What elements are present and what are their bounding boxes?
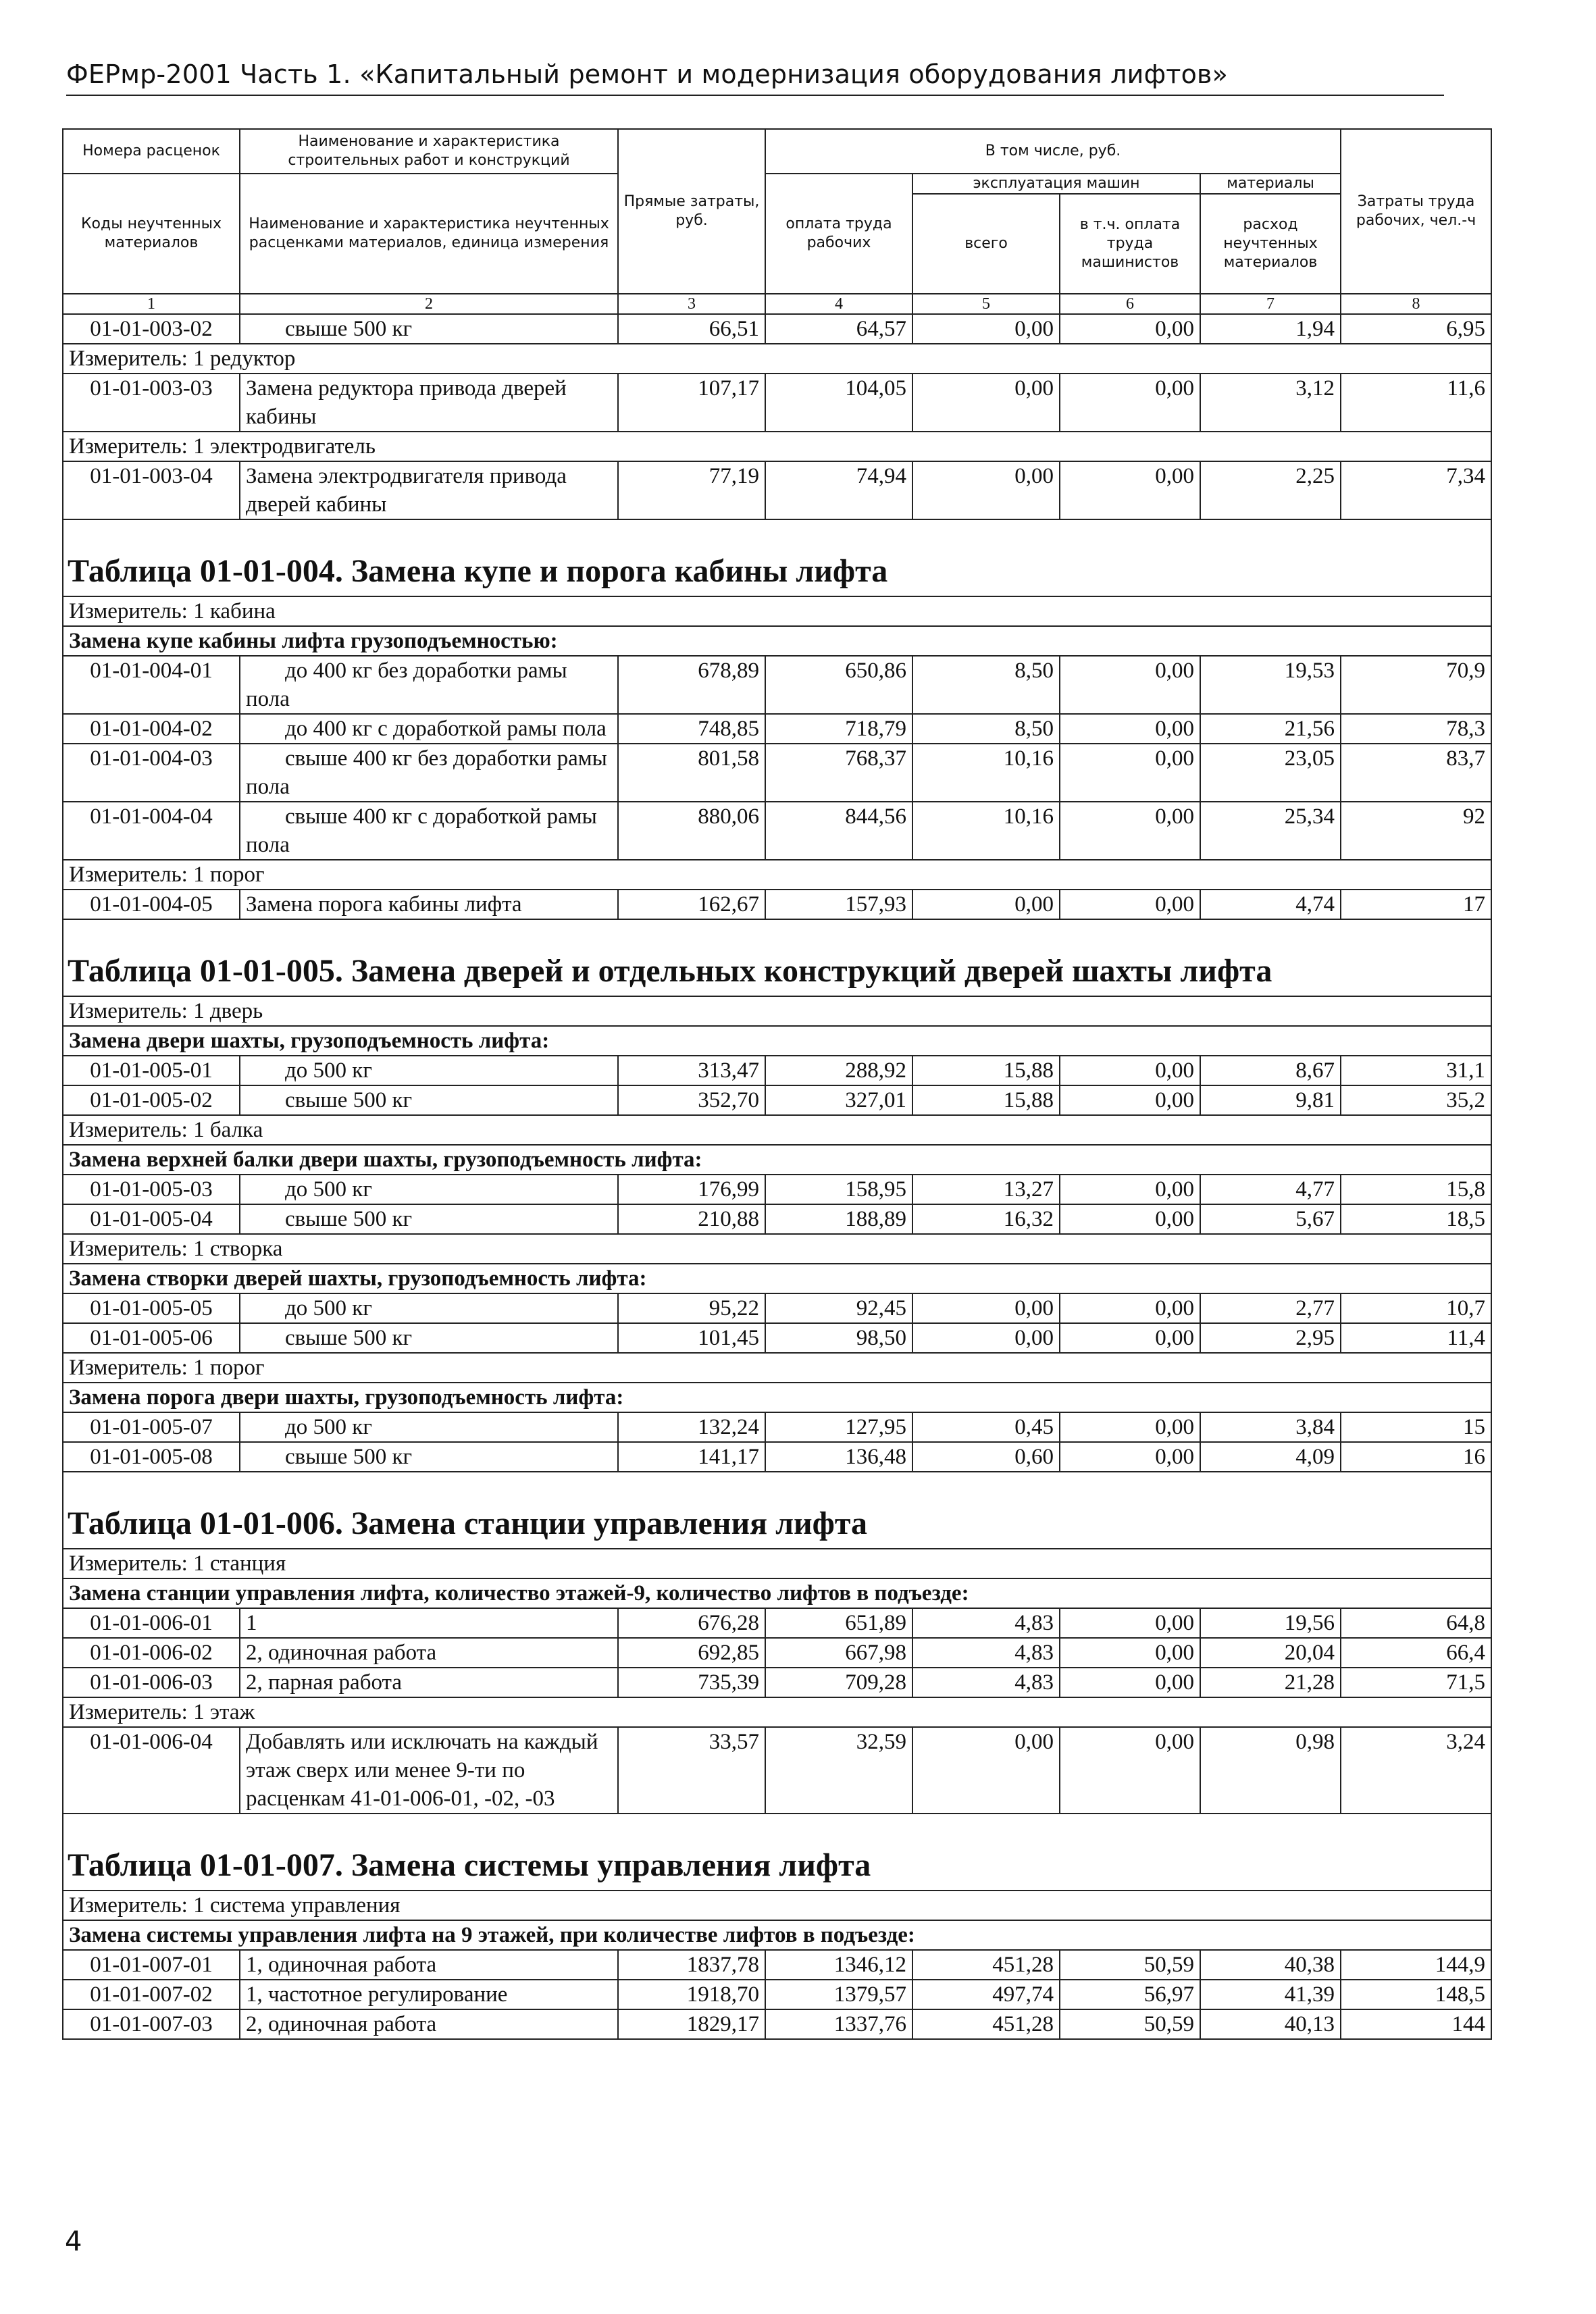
materials-use-value: 5,67 <box>1200 1204 1341 1234</box>
operators-pay-value: 0,00 <box>1060 1056 1200 1085</box>
labor-costs-value: 78,3 <box>1341 714 1491 744</box>
rate-description: свыше 500 кг <box>240 1442 618 1472</box>
operators-pay-value: 50,59 <box>1060 2009 1200 2039</box>
materials-use-value: 4,77 <box>1200 1175 1341 1204</box>
worker-pay-value: 1346,12 <box>765 1950 912 1980</box>
operators-pay-value: 0,00 <box>1060 1727 1200 1814</box>
operators-pay-value: 0,00 <box>1060 890 1200 919</box>
direct-costs-value: 107,17 <box>618 374 765 432</box>
materials-use-value: 41,39 <box>1200 1980 1341 2009</box>
direct-costs-value: 678,89 <box>618 656 765 714</box>
rate-description: 2, одиночная работа <box>240 1638 618 1668</box>
rate-row <box>63 1638 1491 1668</box>
worker-pay-value: 32,59 <box>765 1727 912 1814</box>
labor-costs-value: 71,5 <box>1341 1668 1491 1697</box>
rate-code: 01-01-004-01 <box>63 656 240 714</box>
group-heading: Замена двери шахты, грузоподъемность лифта: <box>63 1026 1491 1056</box>
worker-pay-value: 667,98 <box>765 1638 912 1668</box>
rate-description: до 400 кг без доработки рамы пола <box>240 656 618 714</box>
materials-use-value: 23,05 <box>1200 744 1341 802</box>
operators-pay-value: 0,00 <box>1060 374 1200 432</box>
rate-description: до 500 кг <box>240 1175 618 1204</box>
rate-code: 01-01-007-02 <box>63 1980 240 2009</box>
materials-header: материалы <box>1200 174 1341 194</box>
meter-label: Измеритель: 1 балка <box>63 1115 1491 1145</box>
rate-description: свыше 500 кг <box>240 314 618 344</box>
operators-pay-value: 0,00 <box>1060 1668 1200 1697</box>
rate-description: 1, одиночная работа <box>240 1950 618 1980</box>
rate-row <box>63 1175 1491 1204</box>
section-gap <box>63 1814 1491 1833</box>
meter-row <box>63 860 1491 890</box>
worker-pay-value: 98,50 <box>765 1323 912 1353</box>
worker-pay-value: 136,48 <box>765 1442 912 1472</box>
column-number: 2 <box>240 294 618 314</box>
machines-total-value: 0,00 <box>912 314 1060 344</box>
machines-total-header: всего <box>912 194 1060 294</box>
machines-total-value: 0,45 <box>912 1412 1060 1442</box>
worker-pay-value: 157,93 <box>765 890 912 919</box>
table-title: Таблица 01-01-005. Замена дверей и отдельных конструкций дверей шахты лифта <box>63 939 1491 996</box>
rate-code: 01-01-005-08 <box>63 1442 240 1472</box>
rate-code: 01-01-005-01 <box>63 1056 240 1085</box>
rate-code: 01-01-005-04 <box>63 1204 240 1234</box>
rate-code: 01-01-007-03 <box>63 2009 240 2039</box>
section-gap <box>63 919 1491 939</box>
column-numbers-row <box>63 294 1491 314</box>
rate-code: 01-01-006-01 <box>63 1608 240 1638</box>
group-row <box>63 1383 1491 1412</box>
meter-label: Измеритель: 1 створка <box>63 1234 1491 1264</box>
operators-pay-value: 56,97 <box>1060 1980 1200 2009</box>
group-heading: Замена порога двери шахты, грузоподъемность лифта: <box>63 1383 1491 1412</box>
rate-description: до 500 кг <box>240 1412 618 1442</box>
group-heading: Замена купе кабины лифта грузоподъемностью: <box>63 626 1491 656</box>
col1-bottom-header: Коды неучтенных материалов <box>63 174 240 294</box>
table-title-row <box>63 539 1491 596</box>
materials-use-value: 2,25 <box>1200 461 1341 519</box>
rate-code: 01-01-004-02 <box>63 714 240 744</box>
worker-pay-value: 768,37 <box>765 744 912 802</box>
rate-description: свыше 400 кг без доработки рамы пола <box>240 744 618 802</box>
labor-costs-value: 83,7 <box>1341 744 1491 802</box>
direct-costs-value: 1837,78 <box>618 1950 765 1980</box>
rate-description: Замена порога кабины лифта <box>240 890 618 919</box>
table-body <box>63 314 1491 2039</box>
materials-use-value: 19,53 <box>1200 656 1341 714</box>
worker-pay-value: 650,86 <box>765 656 912 714</box>
operators-pay-value: 0,00 <box>1060 1442 1200 1472</box>
column-number: 4 <box>765 294 912 314</box>
rate-code: 01-01-005-05 <box>63 1293 240 1323</box>
direct-costs-value: 313,47 <box>618 1056 765 1085</box>
rate-code: 01-01-003-02 <box>63 314 240 344</box>
worker-pay-value: 188,89 <box>765 1204 912 1234</box>
group-heading: Замена системы управления лифта на 9 этажей, при количестве лифтов в подъезде: <box>63 1920 1491 1950</box>
machines-total-value: 8,50 <box>912 656 1060 714</box>
rate-row <box>63 314 1491 344</box>
meter-row <box>63 1697 1491 1727</box>
machines-total-value: 0,00 <box>912 1293 1060 1323</box>
incl-header: В том числе, руб. <box>765 129 1341 174</box>
direct-costs-value: 1829,17 <box>618 2009 765 2039</box>
table-title-row <box>63 939 1491 996</box>
operators-pay-header: в т.ч. оплата труда машинистов <box>1060 194 1200 294</box>
rate-row <box>63 1950 1491 1980</box>
direct-costs-value: 801,58 <box>618 744 765 802</box>
rate-row <box>63 1323 1491 1353</box>
group-row <box>63 1264 1491 1293</box>
operators-pay-value: 0,00 <box>1060 1175 1200 1204</box>
operators-pay-value: 0,00 <box>1060 1204 1200 1234</box>
rate-row <box>63 461 1491 519</box>
meter-row <box>63 1353 1491 1383</box>
materials-use-value: 40,13 <box>1200 2009 1341 2039</box>
labor-costs-value: 92 <box>1341 802 1491 860</box>
meter-label: Измеритель: 1 порог <box>63 860 1491 890</box>
machines-total-value: 0,00 <box>912 890 1060 919</box>
labor-costs-value: 31,1 <box>1341 1056 1491 1085</box>
worker-pay-value: 1337,76 <box>765 2009 912 2039</box>
meter-label: Измеритель: 1 этаж <box>63 1697 1491 1727</box>
column-number: 5 <box>912 294 1060 314</box>
worker-pay-value: 158,95 <box>765 1175 912 1204</box>
labor-costs-value: 18,5 <box>1341 1204 1491 1234</box>
materials-use-value: 3,84 <box>1200 1412 1341 1442</box>
rate-code: 01-01-005-07 <box>63 1412 240 1442</box>
materials-use-value: 20,04 <box>1200 1638 1341 1668</box>
table-title-row <box>63 1491 1491 1549</box>
materials-use-value: 1,94 <box>1200 314 1341 344</box>
materials-use-value: 0,98 <box>1200 1727 1341 1814</box>
rate-row <box>63 1412 1491 1442</box>
rate-description: свыше 500 кг <box>240 1085 618 1115</box>
direct-costs-header: Прямые затраты, руб. <box>618 129 765 294</box>
labor-costs-value: 144,9 <box>1341 1950 1491 1980</box>
direct-costs-value: 692,85 <box>618 1638 765 1668</box>
rate-description: до 500 кг <box>240 1056 618 1085</box>
rate-code: 01-01-006-04 <box>63 1727 240 1814</box>
labor-costs-value: 35,2 <box>1341 1085 1491 1115</box>
group-row <box>63 1920 1491 1950</box>
group-row <box>63 626 1491 656</box>
direct-costs-value: 1918,70 <box>618 1980 765 2009</box>
direct-costs-value: 176,99 <box>618 1175 765 1204</box>
column-number: 7 <box>1200 294 1341 314</box>
table-header <box>63 129 1491 314</box>
group-heading: Замена створки дверей шахты, грузоподъемность лифта: <box>63 1264 1491 1293</box>
labor-costs-value: 70,9 <box>1341 656 1491 714</box>
direct-costs-value: 132,24 <box>618 1412 765 1442</box>
rate-row <box>63 1727 1491 1814</box>
rate-code: 01-01-005-03 <box>63 1175 240 1204</box>
rate-code: 01-01-003-03 <box>63 374 240 432</box>
worker-pay-value: 651,89 <box>765 1608 912 1638</box>
machines-total-value: 8,50 <box>912 714 1060 744</box>
column-number: 3 <box>618 294 765 314</box>
col2-top-header: Наименование и характеристика строительных работ и конструкций <box>240 129 618 174</box>
rate-row <box>63 714 1491 744</box>
rate-code: 01-01-003-04 <box>63 461 240 519</box>
operators-pay-value: 50,59 <box>1060 1950 1200 1980</box>
operators-pay-value: 0,00 <box>1060 744 1200 802</box>
rate-row <box>63 1085 1491 1115</box>
operators-pay-value: 0,00 <box>1060 656 1200 714</box>
machines-total-value: 15,88 <box>912 1056 1060 1085</box>
machines-total-value: 4,83 <box>912 1608 1060 1638</box>
labor-costs-value: 3,24 <box>1341 1727 1491 1814</box>
labor-costs-header: Затраты труда рабочих, чел.-ч <box>1341 129 1491 294</box>
table-title: Таблица 01-01-007. Замена системы управления лифта <box>63 1833 1491 1891</box>
rate-code: 01-01-005-06 <box>63 1323 240 1353</box>
rate-row <box>63 656 1491 714</box>
labor-costs-value: 148,5 <box>1341 1980 1491 2009</box>
direct-costs-value: 735,39 <box>618 1668 765 1697</box>
rate-description: Замена электродвигателя привода дверей кабины <box>240 461 618 519</box>
materials-use-value: 9,81 <box>1200 1085 1341 1115</box>
table-title-row <box>63 1833 1491 1891</box>
meter-label: Измеритель: 1 станция <box>63 1549 1491 1578</box>
labor-costs-value: 15,8 <box>1341 1175 1491 1204</box>
materials-use-value: 3,12 <box>1200 374 1341 432</box>
worker-pay-value: 104,05 <box>765 374 912 432</box>
section-gap <box>63 1472 1491 1491</box>
meter-row <box>63 596 1491 626</box>
direct-costs-value: 880,06 <box>618 802 765 860</box>
group-row <box>63 1578 1491 1608</box>
rate-code: 01-01-004-05 <box>63 890 240 919</box>
rate-code: 01-01-005-02 <box>63 1085 240 1115</box>
column-number: 1 <box>63 294 240 314</box>
operators-pay-value: 0,00 <box>1060 1085 1200 1115</box>
rate-row <box>63 1056 1491 1085</box>
machines-total-value: 13,27 <box>912 1175 1060 1204</box>
labor-costs-value: 17 <box>1341 890 1491 919</box>
materials-use-value: 2,95 <box>1200 1323 1341 1353</box>
machines-total-value: 0,00 <box>912 1323 1060 1353</box>
rate-row <box>63 1442 1491 1472</box>
rate-code: 01-01-007-01 <box>63 1950 240 1980</box>
direct-costs-value: 141,17 <box>618 1442 765 1472</box>
labor-costs-value: 6,95 <box>1341 314 1491 344</box>
worker-pay-value: 718,79 <box>765 714 912 744</box>
operators-pay-value: 0,00 <box>1060 314 1200 344</box>
direct-costs-value: 101,45 <box>618 1323 765 1353</box>
machines-total-value: 451,28 <box>912 2009 1060 2039</box>
operators-pay-value: 0,00 <box>1060 1293 1200 1323</box>
group-row <box>63 1145 1491 1175</box>
worker-pay-value: 288,92 <box>765 1056 912 1085</box>
materials-use-value: 19,56 <box>1200 1608 1341 1638</box>
rate-description: свыше 400 кг с доработкой рамы пола <box>240 802 618 860</box>
worker-pay-value: 709,28 <box>765 1668 912 1697</box>
rate-row <box>63 1608 1491 1638</box>
worker-pay-value: 1379,57 <box>765 1980 912 2009</box>
column-number: 8 <box>1341 294 1491 314</box>
rate-code: 01-01-004-03 <box>63 744 240 802</box>
direct-costs-value: 162,67 <box>618 890 765 919</box>
labor-costs-value: 66,4 <box>1341 1638 1491 1668</box>
materials-use-value: 21,56 <box>1200 714 1341 744</box>
machines-total-value: 4,83 <box>912 1668 1060 1697</box>
direct-costs-value: 95,22 <box>618 1293 765 1323</box>
machines-total-value: 10,16 <box>912 744 1060 802</box>
rate-row <box>63 890 1491 919</box>
rate-description: Добавлять или исключать на каждый этаж сверх или менее 9-ти по расценкам 41-01-006-01, -02, -03 <box>240 1727 618 1814</box>
rate-description: 1 <box>240 1608 618 1638</box>
worker-pay-header: оплата труда рабочих <box>765 174 912 294</box>
operators-pay-value: 0,00 <box>1060 1638 1200 1668</box>
materials-use-value: 4,09 <box>1200 1442 1341 1472</box>
rate-code: 01-01-004-04 <box>63 802 240 860</box>
rate-row <box>63 1204 1491 1234</box>
meter-label: Измеритель: 1 система управления <box>63 1891 1491 1920</box>
operators-pay-value: 0,00 <box>1060 714 1200 744</box>
machines-total-value: 15,88 <box>912 1085 1060 1115</box>
meter-row <box>63 996 1491 1026</box>
col1-top-header: Номера расценок <box>63 129 240 174</box>
machines-total-value: 4,83 <box>912 1638 1060 1668</box>
machines-total-value: 451,28 <box>912 1950 1060 1980</box>
meter-row <box>63 432 1491 461</box>
materials-use-value: 4,74 <box>1200 890 1341 919</box>
operators-pay-value: 0,00 <box>1060 1608 1200 1638</box>
machines-total-value: 0,00 <box>912 1727 1060 1814</box>
rate-row <box>63 802 1491 860</box>
direct-costs-value: 748,85 <box>618 714 765 744</box>
table-title: Таблица 01-01-004. Замена купе и порога кабины лифта <box>63 539 1491 596</box>
meter-row <box>63 344 1491 374</box>
materials-use-value: 25,34 <box>1200 802 1341 860</box>
col2-bottom-header: Наименование и характеристика неучтенных расценками материалов, единица измерения <box>240 174 618 294</box>
rate-description: до 400 кг с доработкой рамы пола <box>240 714 618 744</box>
meter-label: Измеритель: 1 редуктор <box>63 344 1491 374</box>
rate-description: свыше 500 кг <box>240 1204 618 1234</box>
machines-total-value: 497,74 <box>912 1980 1060 2009</box>
machines-total-value: 10,16 <box>912 802 1060 860</box>
rate-row <box>63 744 1491 802</box>
labor-costs-value: 7,34 <box>1341 461 1491 519</box>
labor-costs-value: 10,7 <box>1341 1293 1491 1323</box>
labor-costs-value: 15 <box>1341 1412 1491 1442</box>
labor-costs-value: 64,8 <box>1341 1608 1491 1638</box>
machines-total-value: 0,00 <box>912 374 1060 432</box>
rate-description: Замена редуктора привода дверей кабины <box>240 374 618 432</box>
group-row <box>63 1026 1491 1056</box>
group-heading: Замена верхней балки двери шахты, грузоподъемность лифта: <box>63 1145 1491 1175</box>
machines-total-value: 16,32 <box>912 1204 1060 1234</box>
worker-pay-value: 74,94 <box>765 461 912 519</box>
rate-row <box>63 2009 1491 2039</box>
rates-table <box>62 128 1492 2040</box>
materials-use-value: 40,38 <box>1200 1950 1341 1980</box>
materials-use-value: 21,28 <box>1200 1668 1341 1697</box>
machines-total-value: 0,60 <box>912 1442 1060 1472</box>
labor-costs-value: 11,4 <box>1341 1323 1491 1353</box>
direct-costs-value: 33,57 <box>618 1727 765 1814</box>
section-gap <box>63 519 1491 539</box>
direct-costs-value: 352,70 <box>618 1085 765 1115</box>
table-title: Таблица 01-01-006. Замена станции управления лифта <box>63 1491 1491 1549</box>
materials-use-header: расход неучтенных материалов <box>1200 194 1341 294</box>
materials-use-value: 8,67 <box>1200 1056 1341 1085</box>
direct-costs-value: 77,19 <box>618 461 765 519</box>
page-number: 4 <box>65 2226 82 2257</box>
labor-costs-value: 144 <box>1341 2009 1491 2039</box>
worker-pay-value: 844,56 <box>765 802 912 860</box>
materials-use-value: 2,77 <box>1200 1293 1341 1323</box>
rate-code: 01-01-006-02 <box>63 1638 240 1668</box>
rate-row <box>63 1980 1491 2009</box>
rate-row <box>63 1668 1491 1697</box>
machines-header: эксплуатация машин <box>912 174 1200 194</box>
meter-row <box>63 1234 1491 1264</box>
meter-label: Измеритель: 1 порог <box>63 1353 1491 1383</box>
rate-description: свыше 500 кг <box>240 1323 618 1353</box>
rate-description: 2, парная работа <box>240 1668 618 1697</box>
meter-label: Измеритель: 1 электродвигатель <box>63 432 1491 461</box>
column-number: 6 <box>1060 294 1200 314</box>
meter-row <box>63 1115 1491 1145</box>
rate-description: 2, одиночная работа <box>240 2009 618 2039</box>
rate-code: 01-01-006-03 <box>63 1668 240 1697</box>
worker-pay-value: 127,95 <box>765 1412 912 1442</box>
meter-label: Измеритель: 1 кабина <box>63 596 1491 626</box>
direct-costs-value: 66,51 <box>618 314 765 344</box>
labor-costs-value: 16 <box>1341 1442 1491 1472</box>
direct-costs-value: 210,88 <box>618 1204 765 1234</box>
operators-pay-value: 0,00 <box>1060 461 1200 519</box>
worker-pay-value: 92,45 <box>765 1293 912 1323</box>
meter-row <box>63 1549 1491 1578</box>
direct-costs-value: 676,28 <box>618 1608 765 1638</box>
worker-pay-value: 64,57 <box>765 314 912 344</box>
running-header: ФЕРмр-2001 Часть 1. «Капитальный ремонт и модернизация оборудования лифтов» <box>66 59 1444 96</box>
labor-costs-value: 11,6 <box>1341 374 1491 432</box>
rate-row <box>63 1293 1491 1323</box>
meter-row <box>63 1891 1491 1920</box>
group-heading: Замена станции управления лифта, количество этажей-9, количество лифтов в подъезде: <box>63 1578 1491 1608</box>
meter-label: Измеритель: 1 дверь <box>63 996 1491 1026</box>
rate-row <box>63 374 1491 432</box>
operators-pay-value: 0,00 <box>1060 1412 1200 1442</box>
worker-pay-value: 327,01 <box>765 1085 912 1115</box>
rate-description: 1, частотное регулирование <box>240 1980 618 2009</box>
operators-pay-value: 0,00 <box>1060 1323 1200 1353</box>
machines-total-value: 0,00 <box>912 461 1060 519</box>
rate-description: до 500 кг <box>240 1293 618 1323</box>
operators-pay-value: 0,00 <box>1060 802 1200 860</box>
